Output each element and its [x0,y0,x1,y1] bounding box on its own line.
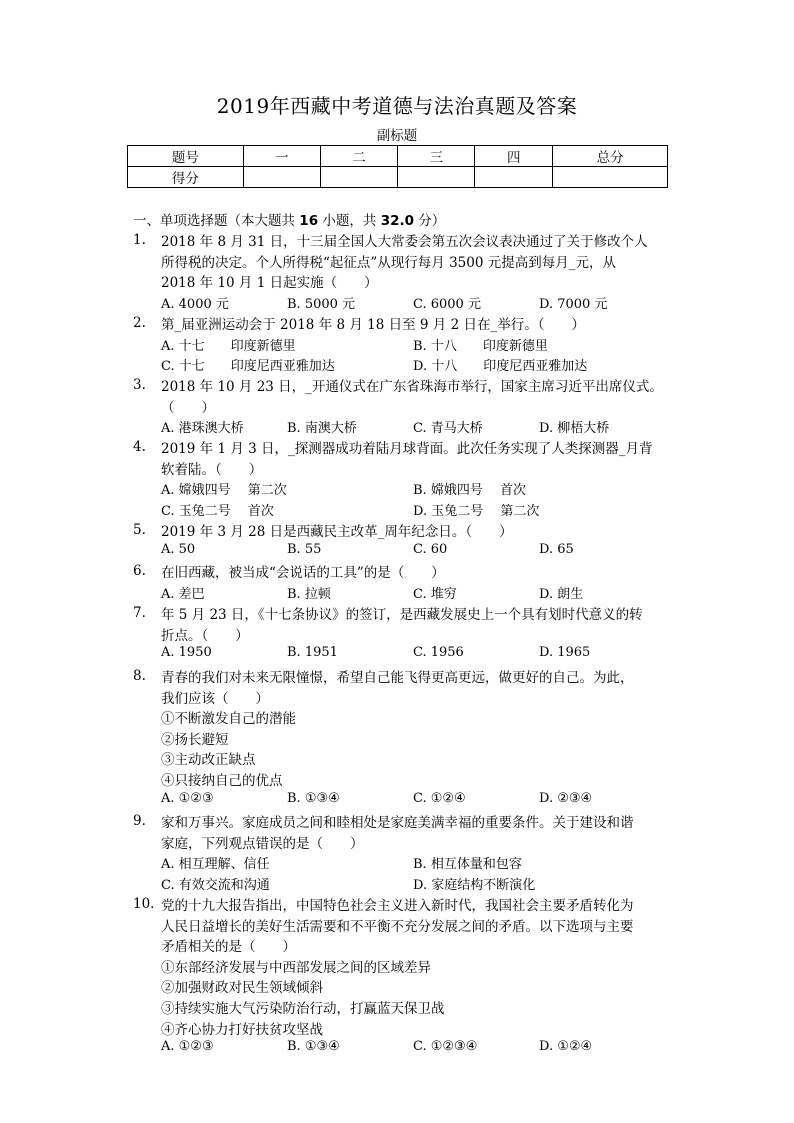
score-header-cell: 一 [243,146,320,167]
answer-option[interactable]: C. ①②④ [413,790,466,806]
question-number: 1. [133,232,146,248]
question-text-line: ③持续实施大气污染防治行动，打赢蓝天保卫战 [161,1001,445,1017]
question-text-line: ①东部经济发展与中西部发展之间的区域差异 [161,959,431,976]
answer-option[interactable]: C. 堆穷 [413,586,457,602]
answer-option[interactable]: D. ②③④ [539,790,593,806]
answer-option[interactable]: B. 相互体量和包容 [413,857,522,873]
answer-option[interactable]: D. 家庭结构不断演化 [413,877,536,893]
question-text-line: ④只接纳自己的优点 [161,773,283,789]
answer-option[interactable]: D. ①②④ [539,1039,593,1055]
answer-option[interactable]: A. 差巴 [161,586,205,602]
question-text-line: ③主动改正缺点 [161,752,256,769]
score-input-cell[interactable] [475,167,553,188]
question-text-line: 2019 年 1 月 3 日，_探测器成功着陆月球背面。此次任务实现了人类探测器_月背 [161,441,653,457]
score-table-score-row [128,167,668,188]
answer-option[interactable]: C. 60 [413,541,448,557]
answer-option[interactable]: B. 嫦娥四号 首次 [413,483,526,499]
section-count: 16 [299,213,319,229]
answer-option[interactable]: A. 相互理解、信任 [161,857,270,873]
answer-option[interactable]: A. 港珠澳大桥 [161,421,244,437]
answer-option[interactable]: D. 柳梧大桥 [539,421,610,437]
answer-option[interactable]: D. 朗生 [539,586,584,602]
score-table [127,145,668,188]
question-text-line: 在旧西藏，被当成“会说话的工具”的是（ ） [161,565,445,581]
answer-option[interactable]: A. 十七 印度新德里 [161,338,296,354]
question-text-line: 我们应该（ ） [161,690,269,707]
answer-option[interactable]: B. 十八 印度新德里 [413,338,548,354]
answer-option[interactable]: C. ①②③④ [413,1039,478,1055]
section-points: 32.0 [380,213,414,229]
question-text-line: 人民日益增长的美好生活需要和不平衡不充分发展之间的矛盾。以下选项与主要 [161,918,634,935]
answer-option[interactable]: B. ①③④ [287,790,340,806]
score-header-cell: 三 [398,146,475,167]
page-subtitle: 副标题 [376,128,418,144]
answer-option[interactable]: A. 1950 [161,645,212,661]
question-number: 5. [133,522,146,538]
score-input-cell[interactable] [320,167,398,188]
answer-option[interactable]: D. 7000 元 [539,296,608,312]
question-text-line: 软着陆。（ ） [161,461,263,478]
answer-option[interactable]: C. 1956 [413,645,464,661]
score-input-cell[interactable] [243,167,320,188]
question-number: 8. [133,668,146,684]
question-text-line: ①不断激发自己的潜能 [161,711,296,728]
answer-option[interactable]: C. 有效交流和沟通 [161,877,270,893]
question-number: 6. [133,563,146,579]
question-number: 3. [133,377,146,393]
question-number: 4. [133,439,146,455]
question-number: 10. [133,896,155,912]
answer-option[interactable]: A. ①②③ [161,1039,214,1055]
answer-option[interactable]: B. 1951 [287,645,338,661]
answer-option[interactable]: C. 青马大桥 [413,421,483,437]
answer-option[interactable]: D. 玉兔二号 第二次 [413,503,540,519]
question-text-line: 年 5 月 23 日，《十七条协议》的签订，是西藏发展史上一个具有划时代意义的转 [161,607,643,623]
answer-option[interactable]: B. 55 [287,541,322,557]
answer-option[interactable]: D. 1965 [539,645,591,661]
question-text-line: ②加强财政对民生领域倾斜 [161,980,323,997]
answer-option[interactable]: B. ①③④ [287,1039,340,1055]
question-number: 2. [133,315,146,331]
answer-option[interactable]: A. ①②③ [161,790,214,806]
question-text-line: 家庭，下列观点错误的是（ ） [161,835,364,852]
score-header-cell: 二 [320,146,398,167]
answer-option[interactable]: B. 南澳大桥 [287,421,357,437]
question-number: 7. [133,605,146,621]
question-text-line: 2018 年 8 月 31 日，十三届全国人大常委会第五次会议表决通过了关于修改个人 [161,234,648,250]
score-row-label: 得分 [128,167,244,188]
answer-option[interactable]: C. 十七 印度尼西亚雅加达 [161,359,335,375]
answer-option[interactable]: A. 50 [161,541,196,557]
answer-option[interactable]: C. 6000 元 [413,296,481,312]
question-text-line: ②扬长避短 [161,731,229,748]
question-text-line: 青春的我们对未来无限憧憬，希望自己能飞得更高更远，做更好的自己。为此， [161,670,634,686]
score-header-cell: 题号 [128,146,244,167]
score-header-cell: 总分 [553,146,668,167]
section-suffix: 分） [414,213,446,229]
score-table-header-row [128,146,668,167]
question-text-line: ④齐心协力打好扶贫攻坚战 [161,1021,323,1038]
question-number: 9. [133,813,146,829]
question-text-line: （ ） [161,399,215,416]
page-title: 2019年西藏中考道德与法治真题及答案 [216,94,578,118]
question-text-line: 所得税的决定。个人所得税“起征点”从现行每月 3500 元提高到每月_元，从 [161,254,616,271]
answer-option[interactable]: C. 玉兔二号 首次 [161,503,274,519]
answer-option[interactable]: B. 拉顿 [287,586,331,602]
section-heading [133,209,445,229]
section-mid: 小题，共 [318,213,381,229]
question-text-line: 第_届亚洲运动会于 2018 年 8 月 18 日至 9 月 2 日在_举行。（ ） [161,317,585,333]
question-text-line: 党的十九大报告指出，中国特色社会主义进入新时代，我国社会主要矛盾转化为 [161,898,634,914]
question-text-line: 2019 年 3 月 28 日是西藏民主改革_周年纪念日。（ ） [161,524,513,540]
score-input-cell[interactable] [398,167,475,188]
answer-option[interactable]: B. 5000 元 [287,296,356,312]
question-text-line: 2018 年 10 月 23 日，_开通仪式在广东省珠海市举行，国家主席习近平出席仪式。 [161,379,663,395]
question-text-line: 折点。（ ） [161,627,249,644]
score-header-cell: 四 [475,146,553,167]
section-prefix: 一、单项选择题（本大题共 [133,213,300,229]
answer-option[interactable]: A. 4000 元 [161,296,229,312]
score-input-cell[interactable] [553,167,668,188]
answer-option[interactable]: D. 十八 印度尼西亚雅加达 [413,359,588,375]
question-text-line: 2018 年 10 月 1 日起实施（ ） [161,275,378,292]
answer-option[interactable]: A. 嫦娥四号 第二次 [161,483,287,499]
question-text-line: 矛盾相关的是（ ） [161,939,296,956]
answer-option[interactable]: D. 65 [539,541,574,557]
question-text-line: 家和万事兴。家庭成员之间和睦相处是家庭美满幸福的重要条件。关于建设和谐 [161,815,634,831]
